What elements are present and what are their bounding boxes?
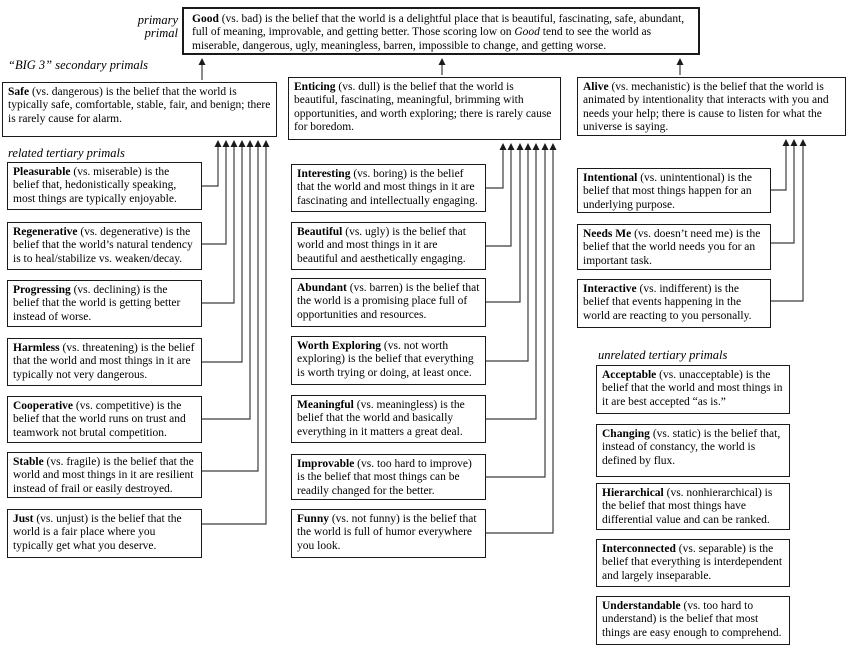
primal-term: Cooperative — [13, 400, 74, 412]
primal-box-cooperative — [7, 396, 202, 443]
primal-term: Progressing — [13, 284, 71, 296]
primal-term-good: Good — [192, 13, 219, 25]
primal-text: (vs. bad) is the belief that the world is a delightful place that is beautiful, fascinating, safe, abundant, full of meaning, improvable, and getting better. Those scoring low on — [192, 13, 685, 39]
primal-term: Abundant — [297, 282, 347, 294]
primal-box-interactive — [577, 279, 771, 328]
primal-box-enticing — [288, 77, 561, 140]
primal-box-changing — [596, 424, 790, 477]
primal-text: (vs. unacceptable) is the belief that the world and most things in it are best accepted “as is.” — [602, 369, 783, 408]
primal-term: Hierarchical — [602, 487, 664, 499]
primal-term: Alive — [583, 81, 609, 93]
primal-term: Needs Me — [583, 228, 632, 240]
primal-text: (vs. dull) is the belief that the world is beautiful, fascinating, meaningful, brimming with opportunities, and worth exploring; there is rarely cause for boredom. — [294, 81, 552, 134]
primal-box-progressing — [7, 280, 202, 327]
primal-term: Intentional — [583, 172, 638, 184]
primal-term: Acceptable — [602, 369, 657, 381]
label-unrelated-tertiary-primals: unrelated tertiary primals — [598, 348, 728, 362]
primal-text: (vs. too hard to understand) is the belief that most things are easy enough to comprehend. — [602, 600, 782, 639]
primal-text: (vs. mechanistic) is the belief that the world is animated by intentionality that interacts with you and needs your help; there is cause to listen for what the universe is saying. — [583, 81, 829, 134]
primal-text: (vs. degenerative) is the belief that the world’s natural tendency is to heal/stabilize vs. weaken/decay. — [13, 226, 193, 265]
primal-text: (vs. ugly) is the belief that world and most things in it are beautiful and aesthetically engaging. — [297, 226, 466, 265]
primal-term: Understandable — [602, 600, 681, 612]
primal-box-interconnected — [596, 539, 790, 587]
primal-text: (vs. static) is the belief that, instead of constancy, the world is defined by flux. — [602, 428, 781, 467]
primal-term: Interconnected — [602, 543, 676, 555]
primal-box-needs-me — [577, 224, 771, 270]
primal-box-acceptable — [596, 365, 790, 414]
primal-box-regenerative — [7, 222, 202, 270]
primal-text: tend to see the world as miserable, dangerous, ugly, meaningless, barren, impossible to change, and getting worse. — [192, 26, 652, 52]
primal-term: Meaningful — [297, 399, 354, 411]
label-primary-primal: primary primal — [137, 13, 178, 41]
primal-term: Just — [13, 513, 34, 525]
primal-box-interesting — [291, 164, 486, 212]
primal-term: Pleasurable — [13, 166, 71, 178]
primal-term: Improvable — [297, 458, 355, 470]
primal-box-hierarchical — [596, 483, 790, 530]
primal-text: (vs. meaningless) is the belief that the world and basically everything in it matters a great deal. — [297, 399, 465, 438]
primal-term: Funny — [297, 513, 329, 525]
primal-text: (vs. nonhierarchical) is the belief that most things have differential value and can be ranked. — [602, 487, 773, 526]
primal-box-understandable — [596, 596, 790, 645]
primal-box-safe — [2, 82, 277, 137]
primal-box-stable — [7, 452, 202, 498]
primal-box-intentional — [577, 168, 771, 213]
primal-term: Harmless — [13, 342, 60, 354]
primal-text: (vs. miserable) is the belief that, hedonistically speaking, most things are typically enjoyable. — [13, 166, 177, 205]
primal-text: (vs. boring) is the belief that the world and most things in it are fascinating and intellectually engaging. — [297, 168, 478, 207]
primal-box-abundant — [291, 278, 486, 327]
primal-text: (vs. declining) is the belief that the world is getting better instead of worse. — [13, 284, 181, 323]
primal-term: Regenerative — [13, 226, 78, 238]
primal-text: (vs. separable) is the belief that everything is interdependent and largely inseparable. — [602, 543, 783, 582]
primal-text: (vs. not funny) is the belief that the world is full of humor everywhere you look. — [297, 513, 477, 552]
label-related-tertiary-primals: related tertiary primals — [8, 146, 125, 160]
primal-text: (vs. threatening) is the belief that the world and most things in it are typically not very dangerous. — [13, 342, 195, 381]
primal-text: (vs. competitive) is the belief that the world runs on trust and teamwork not brutal competition. — [13, 400, 186, 439]
primal-term: Worth Exploring — [297, 340, 382, 352]
primal-box-funny — [291, 509, 486, 558]
primal-box-just — [7, 509, 202, 558]
primal-term: Safe — [8, 86, 30, 98]
primal-term: Stable — [13, 456, 44, 468]
primal-box-pleasurable — [7, 162, 202, 210]
primal-text: (vs. unintentional) is the belief that most things happen for an underlying purpose. — [583, 172, 752, 211]
primal-box-worth-exploring — [291, 336, 486, 385]
primal-italic-good: Good — [514, 26, 540, 39]
primal-text: (vs. too hard to improve) is the belief that most things can be readily changed for the better. — [297, 458, 472, 497]
primal-term: Interactive — [583, 283, 637, 295]
primal-term: Interesting — [297, 168, 351, 180]
primal-box-improvable — [291, 454, 486, 500]
primal-text: (vs. barren) is the belief that the world is a promising place full of opportunities and resources. — [297, 282, 480, 321]
primal-text: (vs. indifferent) is the belief that events happening in the world are reacting to you personally. — [583, 283, 752, 322]
primal-term: Changing — [602, 428, 650, 440]
primal-box-good — [182, 7, 700, 55]
primal-term: Enticing — [294, 81, 336, 93]
primal-text: (vs. dangerous) is the belief that the world is typically safe, comfortable, stable, fair, and benign; there is rarely cause for alarm. — [8, 86, 271, 125]
primal-box-harmless — [7, 338, 202, 386]
primal-text: (vs. unjust) is the belief that the world is a fair place where you typically get what you deserve. — [13, 513, 182, 552]
primal-text: (vs. fragile) is the belief that the world and most things in it are resilient instead of frail or easily destroyed. — [13, 456, 194, 495]
primal-text: (vs. not worth exploring) is the belief that everything is worth trying or doing, at least once. — [297, 340, 474, 379]
primal-box-beautiful — [291, 222, 486, 270]
primal-term: Beautiful — [297, 226, 343, 238]
primal-text: (vs. doesn’t need me) is the belief that the world needs you for an important task. — [583, 228, 761, 267]
primal-box-meaningful — [291, 395, 486, 443]
primal-box-alive — [577, 77, 846, 136]
label-big3-secondary-primals: “BIG 3” secondary primals — [8, 58, 148, 72]
